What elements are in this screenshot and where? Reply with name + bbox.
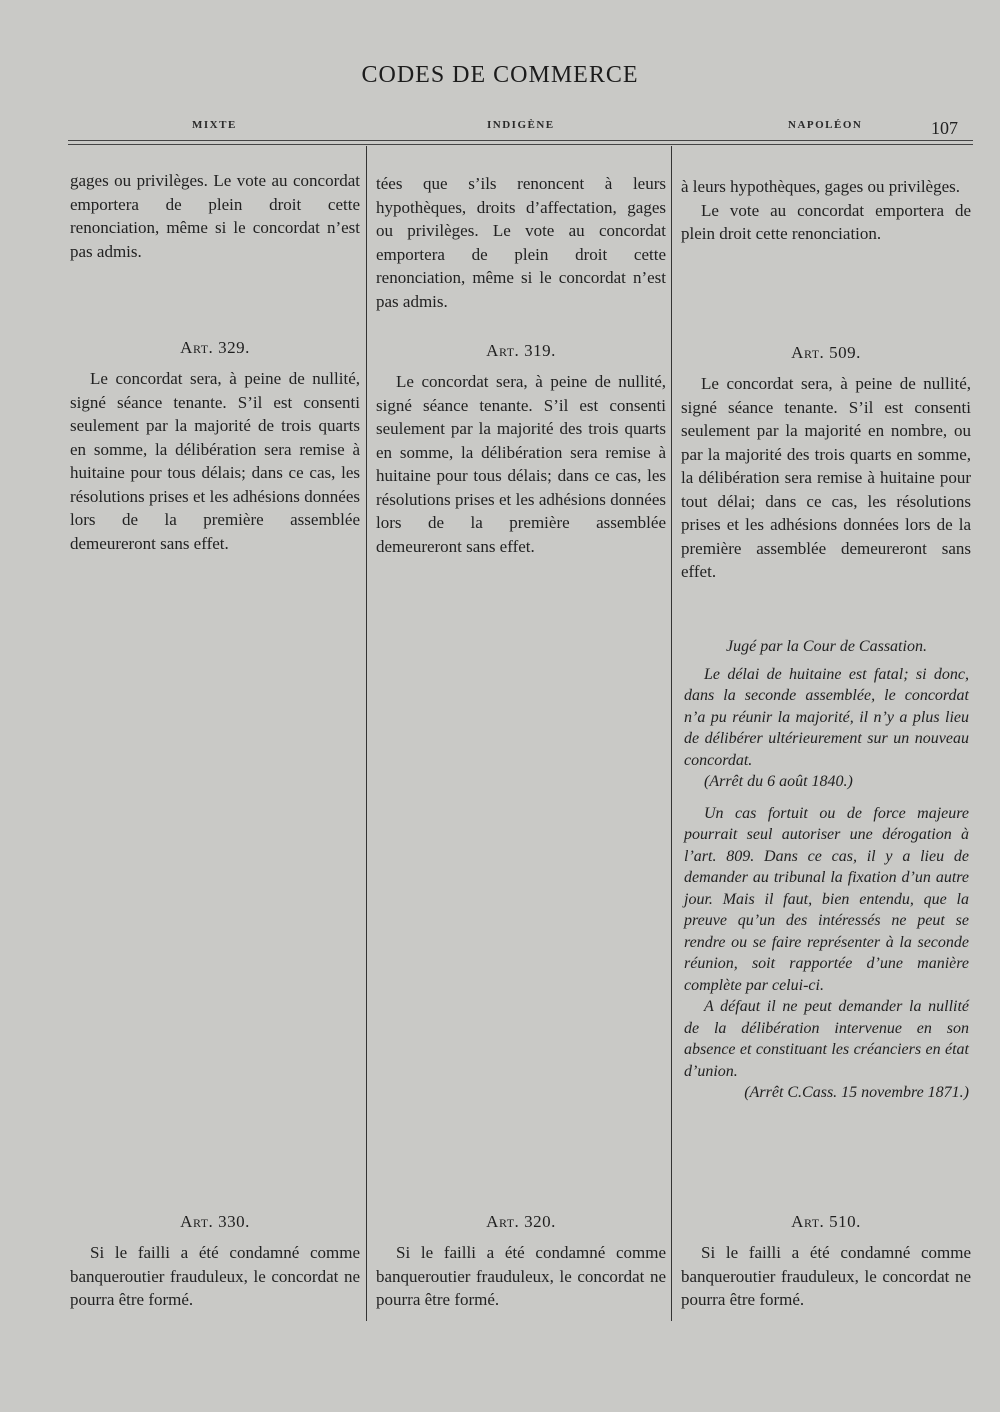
indigene-intro xyxy=(376,172,666,313)
napoleon-article-510 xyxy=(681,1241,971,1312)
header-rule-bottom xyxy=(68,144,973,145)
column-heading-indigene: INDIGÈNE xyxy=(487,119,555,131)
napoleon-article-510-text: Si le failli a été condamné comme banqueroutier frauduleux, le concordat ne pourra être formé. xyxy=(681,1243,971,1309)
article-number: 319. xyxy=(524,341,556,360)
mixte-article-330 xyxy=(70,1241,360,1312)
jurisprudence-paragraph-3: A défaut il ne peut demander la nullité de la délibération intervenue en son absence et constituant les créanciers en état d’union. xyxy=(684,998,969,1080)
article-number: 509. xyxy=(829,343,861,362)
article-label: Art. xyxy=(180,1212,214,1231)
napoleon-article-509-heading xyxy=(681,343,971,363)
mixte-intro xyxy=(70,169,360,263)
mixte-article-329-heading xyxy=(70,338,360,358)
indigene-article-320 xyxy=(376,1241,666,1312)
mixte-intro-text: gages ou privilèges. Le vote au concordat emportera de plein droit cette renonciation, même si le concordat n’est pas admis. xyxy=(70,171,360,261)
jurisprudence-heading: Jugé par la Cour de Cassation. xyxy=(726,638,927,655)
page-title: CODES DE COMMERCE xyxy=(361,62,639,88)
jurisprudence-reference-2: (Arrêt C.Cass. 15 novembre 1871.) xyxy=(744,1084,969,1101)
header-rule-top xyxy=(68,140,973,141)
napoleon-jurisprudence xyxy=(684,636,969,1104)
mixte-article-329 xyxy=(70,367,360,555)
napoleon-intro-text-1: à leurs hypothèques, gages ou privilèges. xyxy=(681,177,961,196)
indigene-intro-text: tées que s’ils renoncent à leurs hypothèques, droits d’affectation, gages ou privilèges. Le vote au concordat emportera de plein droit cette renonciation, même si le concordat n’est pas admis. xyxy=(376,174,666,311)
indigene-article-319 xyxy=(376,370,666,558)
jurisprudence-reference-1: (Arrêt du 6 août 1840.) xyxy=(704,773,853,790)
indigene-article-319-heading xyxy=(376,341,666,361)
jurisprudence-paragraph-1: Le délai de huitaine est fatal; si donc, dans la seconde assemblée, le concordat n’a pu réunir la majorité, il n’y a plus lieu de délibérer ultérieurement sur un nouveau concordat. xyxy=(684,665,969,769)
page-number: 107 xyxy=(931,118,958,138)
column-divider-right xyxy=(671,146,672,1321)
article-label: Art. xyxy=(486,1212,520,1231)
indigene-article-319-text: Le concordat sera, à peine de nullité, signé séance tenante. S’il est consenti seulement par la majorité des trois quarts en somme, la délibération sera remise à huitaine pour tous délais; dans ce cas, les résolutions prises et les adhésions données lors de la première assemblée demeureront sans effet. xyxy=(376,372,666,556)
jurisprudence-paragraph-2: Un cas fortuit ou de force majeure pourrait seul autoriser une dérogation à l’art. 809. Dans ce cas, il y a lieu de demander au tribunal la fixation d’un autre jour. Mais il faut, bien entendu, que la preuve qu’un des intéressés ne peut se rendre ou se faire représenter à la seconde réunion, soit rapportée d’une manière complète par celui-ci. xyxy=(684,804,969,994)
indigene-article-320-text: Si le failli a été condamné comme banqueroutier frauduleux, le concordat ne pourra être formé. xyxy=(376,1243,666,1309)
napoleon-article-509 xyxy=(681,372,971,584)
column-heading-mixte: MIXTE xyxy=(192,119,237,131)
napoleon-intro xyxy=(681,175,971,246)
column-heading-napoleon: NAPOLÉON xyxy=(788,119,863,131)
article-number: 510. xyxy=(829,1212,861,1231)
article-label: Art. xyxy=(486,341,520,360)
article-number: 320. xyxy=(524,1212,556,1231)
napoleon-article-510-heading xyxy=(681,1212,971,1232)
mixte-article-329-text: Le concordat sera, à peine de nullité, signé séance tenante. S’il est consenti seulement par la majorité de trois quarts en somme, la délibération sera remise à huitaine pour tous délais; dans ce cas, les résolutions prises et les adhésions données lors de la première assemblée demeureront sans effet. xyxy=(70,369,360,553)
article-number: 329. xyxy=(218,338,250,357)
napoleon-article-509-text: Le concordat sera, à peine de nullité, signé séance tenante. S’il est consenti seulement par la majorité en nombre, ou par la majorité des trois quarts en somme, la délibération sera remise à huitaine pour tout délai; dans ce cas, les résolutions prises et les adhésions données lors de la première assemblée demeureront sans effet. xyxy=(681,374,971,581)
mixte-article-330-text: Si le failli a été condamné comme banqueroutier frauduleux, le concordat ne pourra être formé. xyxy=(70,1243,360,1309)
napoleon-intro-text-2: Le vote au concordat emportera de plein droit cette renonciation. xyxy=(681,200,971,243)
article-number: 330. xyxy=(218,1212,250,1231)
article-label: Art. xyxy=(791,343,825,362)
indigene-article-320-heading xyxy=(376,1212,666,1232)
article-label: Art. xyxy=(791,1212,825,1231)
mixte-article-330-heading xyxy=(70,1212,360,1232)
article-label: Art. xyxy=(180,338,214,357)
column-divider-left xyxy=(366,146,367,1321)
